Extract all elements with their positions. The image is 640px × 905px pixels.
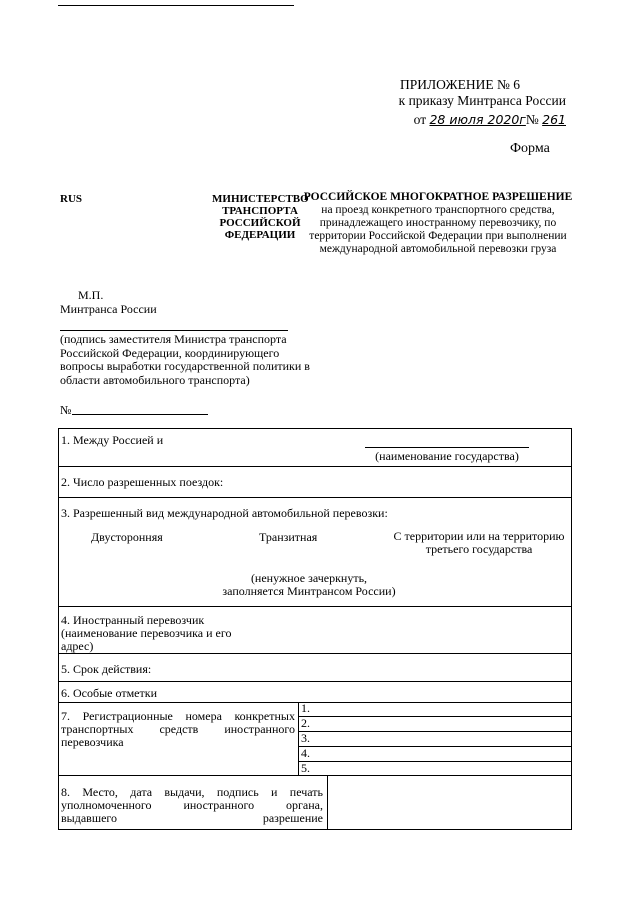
order-date-line (414, 112, 566, 128)
signature-line (60, 330, 288, 331)
row-divider (59, 497, 571, 498)
field-8-divider (327, 775, 328, 829)
row-divider (59, 466, 571, 467)
field-3-option-transit[interactable]: Транзитная (259, 530, 318, 544)
row-divider (59, 702, 571, 703)
vehicle-number-1[interactable]: 1. (301, 701, 310, 715)
order-reference: к приказу Минтранса России (398, 93, 566, 108)
ministry-name: МИНИСТЕРСТВО ТРАНСПОРТА РОССИЙСКОЙ ФЕДЕРАЦИИ (212, 193, 309, 241)
field-5-label: 5. Срок действия: (61, 662, 152, 676)
field-6-label: 6. Особые отметки (61, 686, 157, 700)
permit-title: РОССИЙСКОЕ МНОГОКРАТНОЕ РАЗРЕШЕНИЕ (303, 191, 573, 203)
row-divider (59, 606, 571, 607)
vehicle-row-line (298, 761, 571, 762)
field-3-option-bilateral[interactable]: Двусторонняя (91, 530, 163, 544)
row-divider (59, 653, 571, 654)
permit-description: на проезд конкретного транспортного средства, принадлежащего иностранному перевозчику, по территории Российской Федерации при выполнении международной автомобильной перевозки груза (309, 204, 567, 255)
number-line (72, 414, 208, 415)
date-prefix: от (413, 112, 427, 127)
number-label: № (60, 403, 72, 417)
row-divider (59, 681, 571, 682)
stamp-place: М.П. (78, 288, 104, 302)
number-symbol: № (525, 112, 539, 127)
vehicle-row-line (298, 716, 571, 717)
field-4-label: 4. Иностранный перевозчик (наименование перевозчика и его адрес) (61, 613, 232, 653)
field-8-label: 8. Место, дата выдачи, подпись и печать уполномоченного иностранного органа, выдавшего разрешение (61, 785, 323, 825)
field-1-label: 1. Между Россией и (61, 433, 164, 447)
field-3-note: (ненужное зачеркнуть, заполняется Минтрансом России) (222, 571, 396, 598)
vehicle-number-3[interactable]: 3. (301, 731, 310, 745)
field-3-option-third-country[interactable]: С территории или на территорию третьего государства (393, 529, 565, 556)
signature-caption: (подпись заместителя Министра транспорта Российской Федерации, координирующего вопросы выработки государственной политики в области автомобильного транспорта) (60, 332, 310, 387)
vehicle-row-line (298, 731, 571, 732)
permit-heading (300, 191, 576, 256)
form-label: Форма (510, 141, 550, 156)
country-code: RUS (60, 193, 83, 205)
stamp-org: Минтранса России (60, 302, 157, 316)
row-divider (59, 775, 571, 776)
number-handwritten: 261 (542, 112, 566, 127)
vehicle-row-line (298, 746, 571, 747)
vehicle-number-2[interactable]: 2. (301, 716, 310, 730)
permit-form-table (58, 428, 572, 830)
field-7-label: 7. Регистрационные номера конкретных транспортных средств иностранного перевозчика (61, 709, 295, 749)
field-1-state-line[interactable] (365, 447, 529, 448)
date-handwritten: 28 июля 2020г (429, 112, 526, 127)
field-7-divider (298, 702, 299, 775)
field-2-label: 2. Число разрешенных поездок: (61, 475, 224, 489)
field-3-label: 3. Разрешенный вид международной автомобильной перевозки: (61, 506, 388, 520)
vehicle-number-5[interactable]: 5. (301, 761, 310, 775)
appendix-title: ПРИЛОЖЕНИЕ № 6 (399, 77, 521, 92)
field-1-caption: (наименование государства) (375, 449, 519, 463)
top-rule (58, 5, 294, 6)
vehicle-number-4[interactable]: 4. (301, 746, 310, 760)
